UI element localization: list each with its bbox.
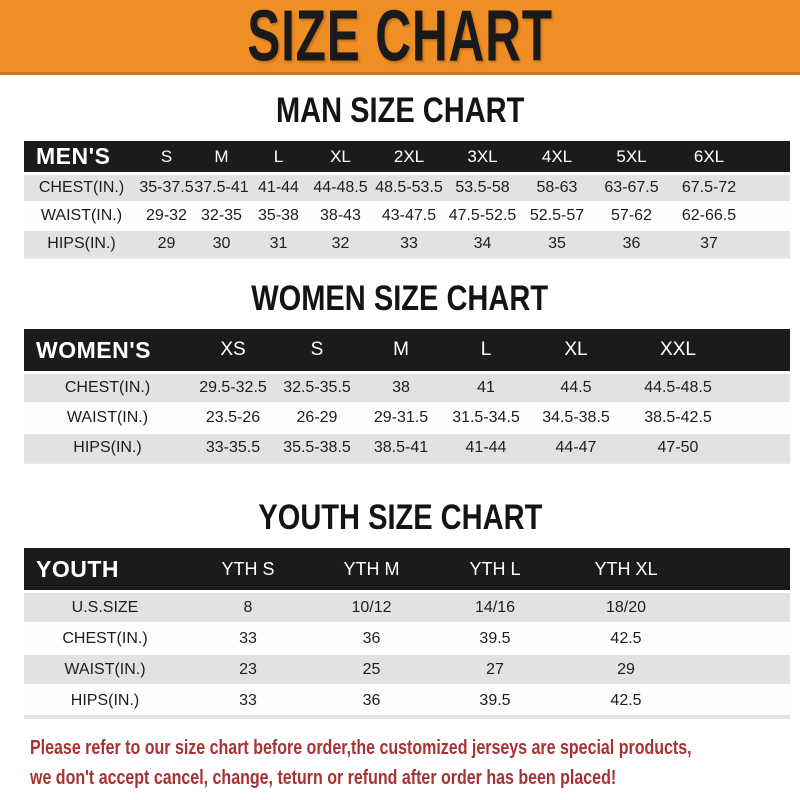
size-value: 8 <box>243 598 253 616</box>
size-value: 38.5-42.5 <box>644 409 712 426</box>
size-value: 33 <box>239 629 257 647</box>
table-row <box>24 403 790 433</box>
size-value: 29.5-32.5 <box>199 379 267 396</box>
table-row <box>24 373 790 404</box>
table-corner-label: MEN'S <box>24 141 139 174</box>
banner-title: SIZE CHART <box>247 0 553 77</box>
table-row <box>24 433 790 463</box>
size-value: 42.5 <box>610 629 642 647</box>
size-value: 38-43 <box>320 207 361 224</box>
column-header: 4XL <box>520 141 594 174</box>
size-value: 32 <box>331 235 350 252</box>
table-row <box>24 202 790 230</box>
size-value: 35.5-38.5 <box>283 439 351 456</box>
size-value: 44-48.5 <box>313 179 368 196</box>
column-header: XS <box>191 329 275 373</box>
size-value: 18/20 <box>605 598 647 616</box>
section-title-women-text: WOMEN SIZE CHART <box>251 277 549 318</box>
size-value: 53.5-58 <box>455 179 510 196</box>
size-value: 31.5-34.5 <box>452 409 520 426</box>
row-filler <box>749 230 790 258</box>
table-corner-label: WOMEN'S <box>24 329 191 373</box>
size-value: 36 <box>622 235 641 252</box>
section-title-youth <box>0 498 800 536</box>
size-value: 35-37.5 <box>139 179 194 196</box>
size-value: 58-63 <box>536 179 578 196</box>
note-line-2: we don't accept cancel, change, teturn or refund after order has been placed! <box>30 767 617 789</box>
section-title-man-text: MAN SIZE CHART <box>275 89 525 130</box>
size-value: 33-35.5 <box>205 439 261 456</box>
size-value: 36 <box>362 629 381 647</box>
size-value: 10/12 <box>351 598 392 616</box>
row-label: HIPS(IN.) <box>70 691 140 709</box>
column-header: YTH S <box>186 548 310 592</box>
table-corner-label: YOUTH <box>24 548 186 592</box>
row-filler <box>733 403 790 433</box>
size-value: 38.5-41 <box>373 439 429 456</box>
size-chart-banner <box>0 0 800 75</box>
size-value: 30 <box>212 235 231 252</box>
column-header: L <box>249 141 308 174</box>
row-label: U.S.SIZE <box>71 598 139 616</box>
column-header: S <box>139 141 194 174</box>
size-value: 44.5 <box>560 379 592 396</box>
column-header: M <box>194 141 249 174</box>
size-value: 67.5-72 <box>681 179 737 196</box>
column-header: S <box>275 329 359 373</box>
size-value: 23.5-26 <box>205 409 261 426</box>
size-value: 36 <box>362 691 381 709</box>
size-value: 42.5 <box>610 691 642 709</box>
size-note <box>30 733 800 793</box>
size-value: 48.5-53.5 <box>375 179 443 196</box>
size-value: 33 <box>239 691 257 709</box>
row-label: WAIST(IN.) <box>64 660 146 678</box>
men-size-table <box>24 141 790 259</box>
size-value: 34 <box>473 235 492 252</box>
column-header: L <box>443 329 529 373</box>
row-label: WAIST(IN.) <box>40 207 123 224</box>
row-label: HIPS(IN.) <box>47 235 116 252</box>
column-header: XL <box>308 141 373 174</box>
size-value: 39.5 <box>479 691 511 709</box>
row-label: CHEST(IN.) <box>64 379 151 396</box>
size-value: 31 <box>269 235 288 252</box>
table-row <box>24 685 790 717</box>
row-label: HIPS(IN.) <box>73 439 142 456</box>
size-value: 41-44 <box>465 439 507 456</box>
size-value: 63-67.5 <box>604 179 659 196</box>
size-value: 52.5-57 <box>529 207 585 224</box>
size-value: 33 <box>400 235 418 252</box>
size-value: 26-29 <box>296 409 338 426</box>
size-value: 38 <box>392 379 410 396</box>
column-header: 2XL <box>373 141 445 174</box>
size-value: 34.5-38.5 <box>542 409 610 426</box>
table-row <box>24 230 790 258</box>
size-value: 32.5-35.5 <box>283 379 351 396</box>
note-line-1: Please refer to our size chart before order,the customized jerseys are special products, <box>30 737 692 759</box>
row-filler <box>733 433 790 463</box>
row-filler <box>695 654 790 685</box>
section-title-youth-text: YOUTH SIZE CHART <box>258 496 542 537</box>
column-header: YTH XL <box>557 548 695 592</box>
section-title-women <box>0 279 800 317</box>
row-label: CHEST(IN.) <box>38 179 125 196</box>
size-value: 39.5 <box>479 629 511 647</box>
size-value: 29-31.5 <box>373 409 429 426</box>
size-value: 44.5-48.5 <box>644 379 712 396</box>
size-value: 57-62 <box>611 207 652 224</box>
column-header: YTH M <box>310 548 433 592</box>
youth-size-table <box>24 548 790 719</box>
column-header: XL <box>529 329 623 373</box>
row-filler <box>695 592 790 624</box>
size-value: 29 <box>157 235 176 252</box>
size-value: 47.5-52.5 <box>448 207 517 224</box>
header-filler <box>749 141 790 174</box>
size-value: 29-32 <box>146 207 187 224</box>
column-header: YTH L <box>433 548 557 592</box>
size-value: 27 <box>486 660 504 678</box>
row-filler <box>695 623 790 654</box>
size-value: 62-66.5 <box>681 207 737 224</box>
table-row <box>24 654 790 685</box>
size-value: 25 <box>362 660 381 678</box>
size-value: 23 <box>239 660 257 678</box>
size-value: 44-47 <box>555 439 597 456</box>
table-row <box>24 592 790 624</box>
column-header: 3XL <box>445 141 520 174</box>
size-value: 37.5-41 <box>194 179 249 196</box>
row-filler <box>749 174 790 203</box>
column-header: 5XL <box>594 141 669 174</box>
header-filler <box>695 548 790 592</box>
size-value: 41-44 <box>258 179 299 196</box>
size-value: 37 <box>700 235 718 252</box>
size-value: 47-50 <box>657 439 699 456</box>
size-value: 32-35 <box>201 207 242 224</box>
row-label: WAIST(IN.) <box>66 409 149 426</box>
size-value: 43-47.5 <box>381 207 437 224</box>
row-label: CHEST(IN.) <box>62 629 148 647</box>
section-title-man <box>0 91 800 129</box>
size-value: 41 <box>477 379 495 396</box>
column-header: XXL <box>623 329 733 373</box>
size-value: 29 <box>617 660 635 678</box>
women-size-table <box>24 329 790 464</box>
size-value: 14/16 <box>474 598 516 616</box>
row-filler <box>733 373 790 404</box>
size-value: 35 <box>548 235 566 252</box>
size-value: 35-38 <box>258 207 299 224</box>
header-filler <box>733 329 790 373</box>
column-header: M <box>359 329 443 373</box>
row-filler <box>695 685 790 717</box>
table-row <box>24 623 790 654</box>
row-filler <box>749 202 790 230</box>
column-header: 6XL <box>669 141 749 174</box>
table-row <box>24 174 790 203</box>
